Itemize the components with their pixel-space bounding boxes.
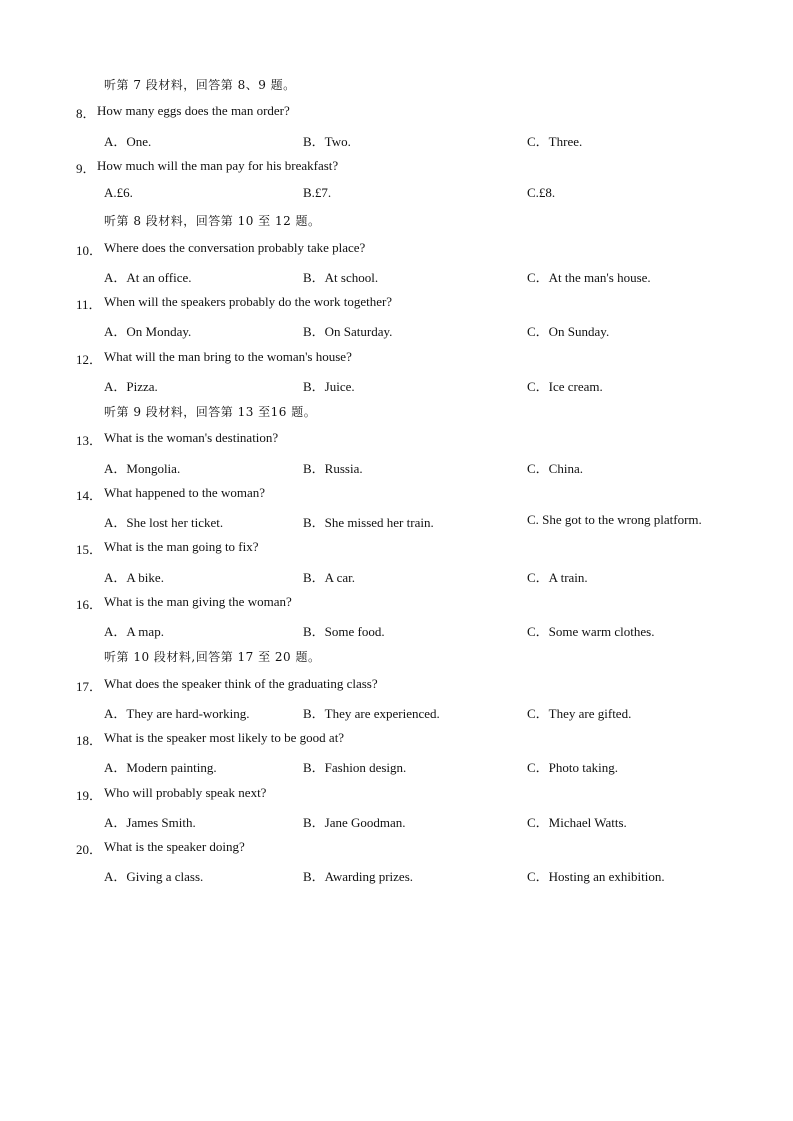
- option-a: A．Mongolia.: [104, 460, 181, 476]
- question-number: 18．: [76, 733, 103, 748]
- options-line: [0, 617, 793, 644]
- option-c: C．On Sunday.: [527, 324, 610, 340]
- option-a: A．Modern painting.: [104, 760, 217, 776]
- question-number: 13．: [76, 433, 103, 449]
- option-b: B．Awarding prizes.: [303, 869, 414, 885]
- option-a: A．At an office.: [104, 269, 192, 285]
- question-line: [0, 426, 793, 453]
- option-c: C．Photo taking.: [527, 760, 619, 776]
- question-text: What does the speaker think of the graduating class?: [104, 675, 378, 691]
- question-number: 11．: [76, 297, 102, 312]
- question-line: [0, 236, 793, 263]
- question-number: 9．: [76, 160, 96, 176]
- option-a: A．Pizza.: [104, 378, 158, 394]
- option-a: A．She lost her ticket.: [104, 515, 224, 530]
- question-number: 15．: [76, 542, 103, 558]
- section-instruction: 听第 9 段材料，回答第 13 至16 题。: [104, 405, 317, 419]
- question-line: [0, 726, 793, 753]
- option-a: A．James Smith.: [104, 814, 196, 830]
- option-c: C.£8.: [527, 185, 556, 200]
- question-line: [0, 672, 793, 699]
- question-line: [0, 781, 793, 808]
- options-line: [0, 372, 793, 399]
- question-number: 8．: [76, 106, 96, 122]
- question-text: How many eggs does the man order?: [97, 103, 290, 119]
- options-line: [0, 753, 793, 780]
- option-b: B．On Saturday.: [303, 324, 393, 340]
- option-a: A.£6.: [104, 185, 133, 200]
- question-number: 14．: [76, 487, 103, 503]
- options-line: [0, 181, 793, 208]
- question-line: [0, 481, 793, 508]
- question-line: [0, 835, 793, 862]
- section-header-line: [0, 208, 793, 235]
- question-number: 20．: [76, 842, 103, 857]
- section-instruction: 听第 7 段材料，回答第 8、9 题。: [104, 78, 296, 92]
- option-c: C．Some warm clothes.: [527, 624, 655, 639]
- options-line: [0, 508, 793, 535]
- question-text: What happened to the woman?: [104, 484, 265, 500]
- option-a: A．A bike.: [104, 569, 164, 585]
- question-number: 12．: [76, 351, 103, 367]
- option-c: C．A train.: [527, 569, 588, 585]
- option-c: C. She got to the wrong platform.: [527, 512, 702, 527]
- section-instruction: 听第 8 段材料，回答第 10 至 12 题。: [104, 214, 321, 229]
- question-line: [0, 154, 793, 181]
- option-c: C．Michael Watts.: [527, 814, 627, 830]
- question-text: What is the speaker most likely to be good at?: [104, 730, 345, 745]
- options-line: [0, 317, 793, 344]
- option-c: C．They are gifted.: [527, 705, 632, 721]
- question-line: [0, 290, 793, 317]
- question-text: What is the man giving the woman?: [104, 593, 292, 609]
- option-b: B．Some food.: [303, 624, 385, 639]
- question-number: 16．: [76, 596, 103, 612]
- question-text: Where does the conversation probably take place?: [104, 239, 366, 255]
- question-text: What is the man going to fix?: [104, 539, 259, 555]
- option-b: B.£7.: [303, 185, 332, 200]
- option-a: A．Giving a class.: [104, 869, 204, 885]
- section-header-line: [0, 399, 793, 426]
- section-header-line: [0, 72, 793, 99]
- options-line: [0, 699, 793, 726]
- option-a: A．On Monday.: [104, 324, 192, 340]
- option-b: B．Juice.: [303, 378, 355, 394]
- section-instruction: 听第 10 段材料,回答第 17 至 20 题。: [104, 650, 321, 665]
- option-b: B．Two.: [303, 133, 351, 149]
- option-b: B．Jane Goodman.: [303, 814, 406, 830]
- question-line: [0, 99, 793, 126]
- option-b: B．Russia.: [303, 460, 363, 476]
- question-text: When will the speakers probably do the work together?: [104, 294, 393, 309]
- option-c: C．Three.: [527, 133, 583, 149]
- option-a: A．One.: [104, 133, 152, 149]
- option-c: C．Hosting an exhibition.: [527, 869, 665, 885]
- question-line: [0, 590, 793, 617]
- question-line: [0, 345, 793, 372]
- options-line: [0, 808, 793, 835]
- option-b: B．She missed her train.: [303, 515, 434, 530]
- option-b: B．A car.: [303, 569, 355, 585]
- options-line: [0, 454, 793, 481]
- question-number: 19．: [76, 787, 103, 803]
- option-c: C．At the man's house.: [527, 269, 651, 285]
- question-text: What is the woman's destination?: [104, 430, 279, 446]
- option-a: A．They are hard-working.: [104, 705, 250, 721]
- option-c: C．Ice cream.: [527, 378, 603, 394]
- options-line: [0, 563, 793, 590]
- option-c: C．China.: [527, 460, 583, 476]
- options-line: [0, 127, 793, 154]
- question-number: 10．: [76, 242, 103, 258]
- option-a: A．A map.: [104, 624, 164, 639]
- option-b: B．At school.: [303, 269, 379, 285]
- options-line: [0, 862, 793, 889]
- question-text: How much will the man pay for his breakfast?: [97, 157, 339, 173]
- listening-section: [0, 72, 793, 890]
- option-b: B．Fashion design.: [303, 760, 407, 776]
- question-number: 17．: [76, 678, 103, 694]
- question-text: What will the man bring to the woman's house?: [104, 348, 352, 364]
- question-text: Who will probably speak next?: [104, 784, 267, 800]
- section-header-line: [0, 644, 793, 671]
- option-b: B．They are experienced.: [303, 705, 440, 721]
- question-text: What is the speaker doing?: [104, 839, 245, 854]
- options-line: [0, 263, 793, 290]
- question-line: [0, 535, 793, 562]
